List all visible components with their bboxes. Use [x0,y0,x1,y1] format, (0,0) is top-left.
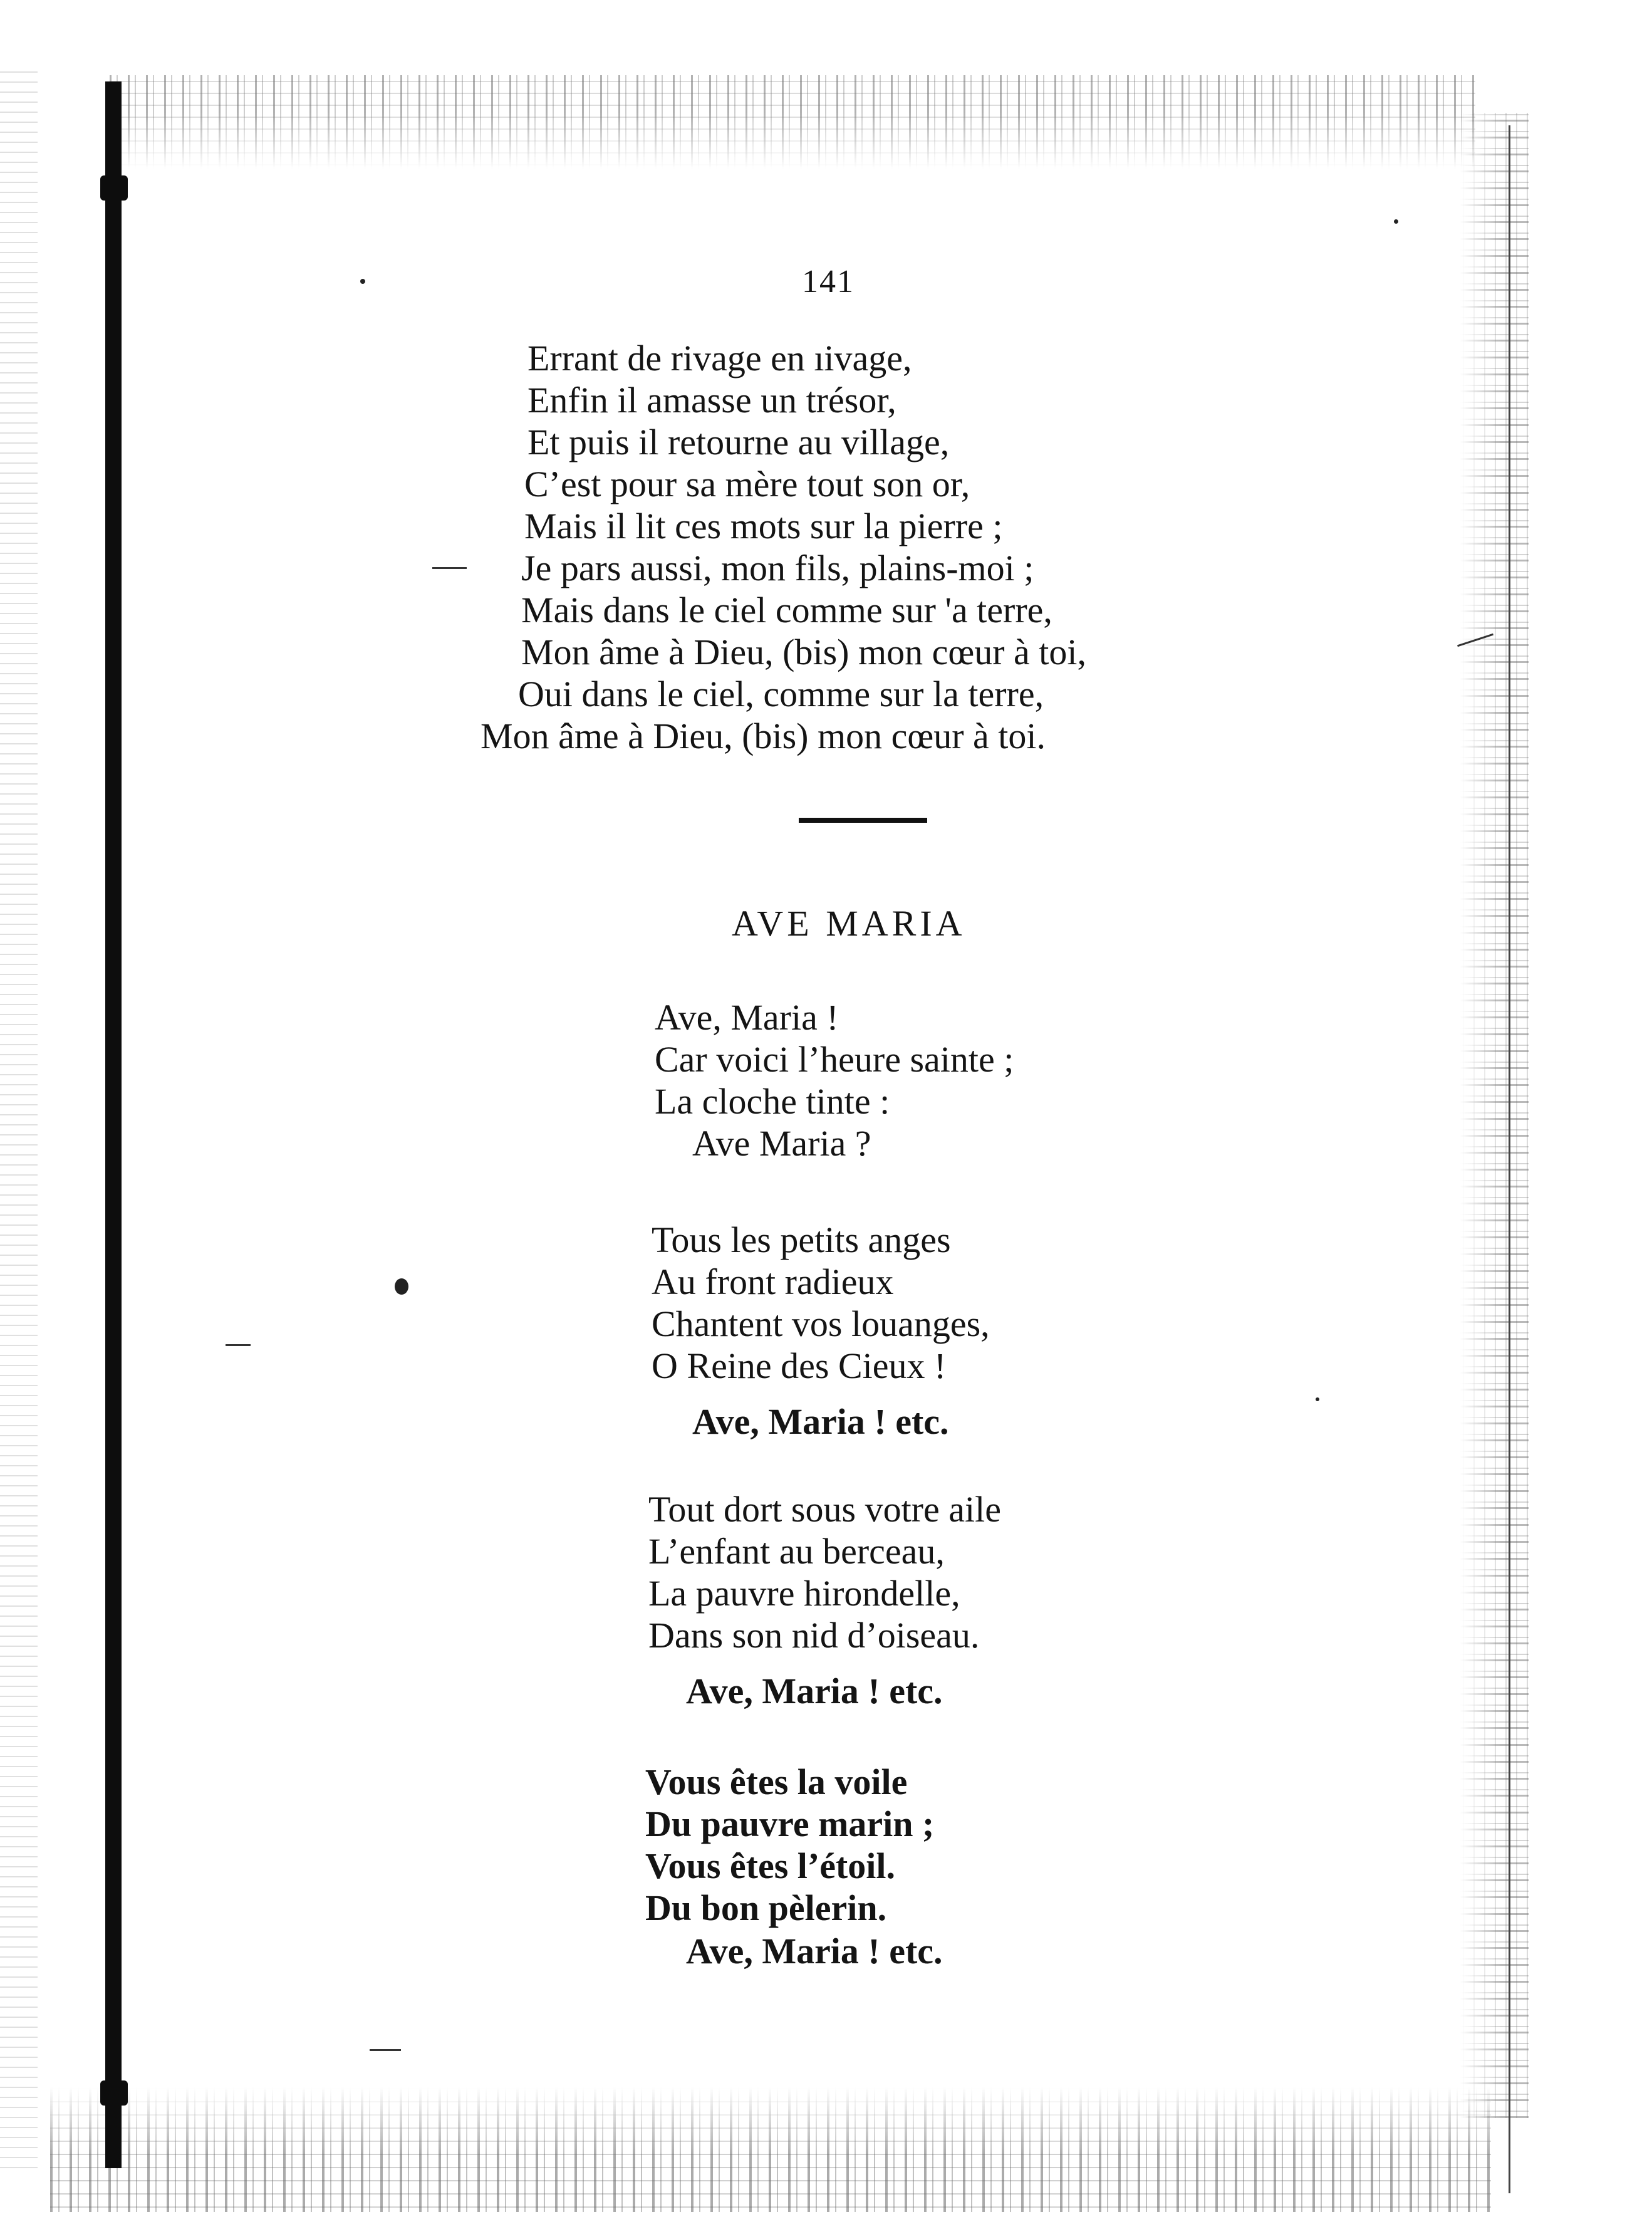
scan-noise-right [1460,113,1529,2118]
binding-edge [105,81,122,2168]
verse-line: Et puis il retourne au village, [527,422,950,462]
verse-line: Mon âme à Dieu, (bis) mon cœur à toi, [521,632,1087,672]
verse-line: Mais dans le ciel comme sur 'a terre, [521,590,1052,630]
verse-line: Ave Maria ? [692,1123,871,1164]
verse-line: Ave, Maria ! [655,997,839,1038]
verse-line: Vous êtes la voile [645,1762,908,1802]
verse-line: Tout dort sous votre aile [648,1489,1001,1530]
verse-line: Du pauvre marin ; [645,1803,935,1844]
scan-speck [395,1278,408,1295]
song-title: AVE MARIA [732,903,966,944]
page-edge-right [1509,125,1510,2193]
verse-line: Enfin il amasse un trésor, [527,380,896,420]
song-stanza [655,996,1014,1164]
verse-line: Tous les petits anges [652,1219,951,1260]
verse-line: Mais il lit ces mots sur la pierre ; [524,506,1003,546]
binding-nub [100,2080,128,2106]
scan-mark [226,1344,251,1346]
verse-line: Errant de rivage en ıivage, [527,338,912,378]
scan-noise-left [0,69,38,2168]
binding-nub [100,175,128,201]
song-stanza [652,1219,990,1387]
song-stanza [648,1488,1001,1656]
page-number: 141 [802,264,855,300]
scan-mark [370,2049,401,2051]
scan-speck [360,279,365,284]
verse-line: Au front radieux [652,1261,894,1302]
scan-speck [1394,219,1398,224]
scan-mark [432,567,467,569]
scan-noise-top [110,75,1475,169]
refrain: Ave, Maria ! etc. [686,1931,943,1971]
verse-line: O Reine des Cieux ! [652,1345,947,1386]
verse-line: La cloche tinte : [655,1081,890,1122]
verse-line: L’enfant au berceau, [648,1531,945,1572]
song-stanza [645,1761,934,1929]
refrain: Ave, Maria ! etc. [686,1671,943,1711]
verse-line: Du bon pèlerin. [645,1887,887,1928]
refrain: Ave, Maria ! etc. [692,1401,949,1442]
verse-line: Mon âme à Dieu, (bis) mon cœur à toi. [481,716,1046,756]
verse-line: Dans son nid d’oiseau. [648,1615,980,1656]
verse-line: C’est pour sa mère tout son or, [524,464,970,504]
scan-noise-bottom [50,2087,1491,2212]
verse-line: Je pars aussi, mon fils, plains-moi ; [521,548,1034,588]
verse-line: Vous êtes l’étoil. [645,1845,895,1886]
section-separator [799,818,927,823]
scan-speck [1316,1397,1319,1401]
song-stanza [481,337,1087,757]
verse-line: Oui dans le ciel, comme sur la terre, [518,674,1044,714]
verse-line: Chantent vos louanges, [652,1303,990,1344]
verse-line: La pauvre hirondelle, [648,1573,960,1614]
verse-line: Car voici l’heure sainte ; [655,1039,1014,1080]
